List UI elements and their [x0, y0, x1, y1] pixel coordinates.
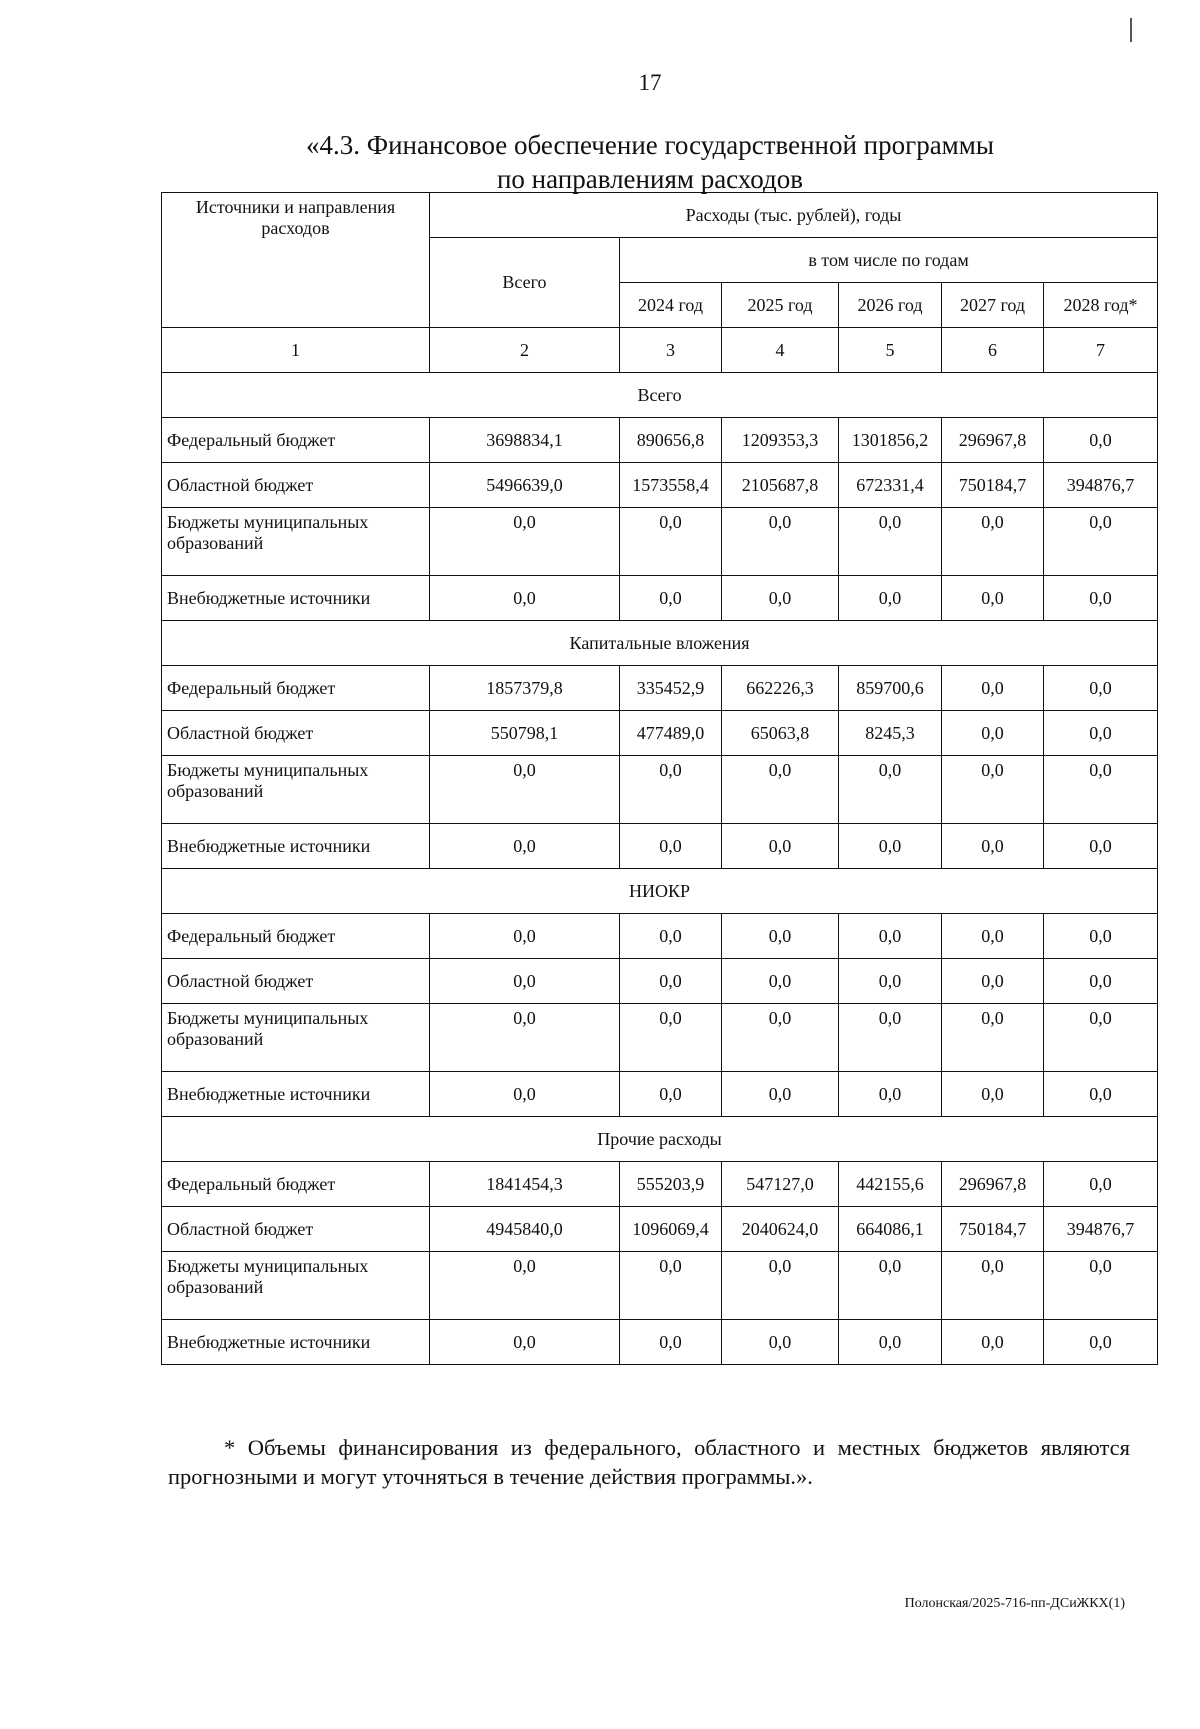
- value-cell: 672331,4: [839, 463, 942, 508]
- value-cell: 0,0: [722, 1004, 839, 1072]
- value-cell: 335452,9: [620, 666, 722, 711]
- page-title: [150, 128, 1150, 196]
- value-cell: 296967,8: [942, 418, 1044, 463]
- value-cell: 0,0: [430, 824, 620, 869]
- table-row: [162, 959, 1158, 1004]
- value-cell: 0,0: [942, 756, 1044, 824]
- value-cell: 664086,1: [839, 1207, 942, 1252]
- value-cell: 1209353,3: [722, 418, 839, 463]
- value-cell: 0,0: [722, 508, 839, 576]
- header-year: 2025 год: [722, 283, 839, 328]
- table-row: [162, 1072, 1158, 1117]
- value-cell: 0,0: [942, 824, 1044, 869]
- value-cell: 0,0: [722, 959, 839, 1004]
- row-label: Внебюджетные источники: [162, 1072, 430, 1117]
- value-cell: 0,0: [620, 914, 722, 959]
- value-cell: 2105687,8: [722, 463, 839, 508]
- row-label: Федеральный бюджет: [162, 418, 430, 463]
- value-cell: 0,0: [1044, 1072, 1158, 1117]
- value-cell: 0,0: [722, 1252, 839, 1320]
- row-label: Внебюджетные источники: [162, 824, 430, 869]
- value-cell: 296967,8: [942, 1162, 1044, 1207]
- table-row: [162, 576, 1158, 621]
- value-cell: 1096069,4: [620, 1207, 722, 1252]
- value-cell: 0,0: [1044, 824, 1158, 869]
- value-cell: 0,0: [942, 508, 1044, 576]
- value-cell: 3698834,1: [430, 418, 620, 463]
- value-cell: 0,0: [942, 666, 1044, 711]
- value-cell: 662226,3: [722, 666, 839, 711]
- value-cell: 0,0: [839, 959, 942, 1004]
- value-cell: 0,0: [722, 756, 839, 824]
- footnote: * Объемы финансирования из федерального, областного и местных бюджетов являются прогнозными и могут уточняться в течение действия программы.».: [168, 1435, 1130, 1489]
- section-title: Прочие расходы: [162, 1117, 1158, 1162]
- value-cell: 0,0: [722, 576, 839, 621]
- value-cell: 547127,0: [722, 1162, 839, 1207]
- column-number: 1: [162, 328, 430, 373]
- value-cell: 750184,7: [942, 463, 1044, 508]
- value-cell: 0,0: [942, 914, 1044, 959]
- table-row: [162, 1207, 1158, 1252]
- value-cell: 0,0: [839, 756, 942, 824]
- value-cell: 750184,7: [942, 1207, 1044, 1252]
- table-row: [162, 711, 1158, 756]
- value-cell: 0,0: [1044, 1004, 1158, 1072]
- table-row: [162, 508, 1158, 576]
- value-cell: 0,0: [839, 576, 942, 621]
- value-cell: 442155,6: [839, 1162, 942, 1207]
- column-number: 6: [942, 328, 1044, 373]
- column-number: 4: [722, 328, 839, 373]
- row-label: Бюджеты муниципальных образований: [162, 756, 430, 824]
- value-cell: 0,0: [1044, 576, 1158, 621]
- table-row: [162, 756, 1158, 824]
- header-year: 2028 год*: [1044, 283, 1158, 328]
- row-label: Федеральный бюджет: [162, 666, 430, 711]
- header-sources: Источники и направления расходов: [162, 193, 430, 328]
- section-header-row: [162, 373, 1158, 418]
- value-cell: 0,0: [1044, 418, 1158, 463]
- row-label: Областной бюджет: [162, 463, 430, 508]
- column-number: 5: [839, 328, 942, 373]
- scan-edge-mark: [1130, 18, 1132, 42]
- section-title: Капитальные вложения: [162, 621, 1158, 666]
- value-cell: 0,0: [1044, 508, 1158, 576]
- value-cell: 1841454,3: [430, 1162, 620, 1207]
- value-cell: 0,0: [430, 959, 620, 1004]
- title-line-1: «4.3. Финансовое обеспечение государственной программы: [306, 130, 994, 160]
- row-label: Внебюджетные источники: [162, 576, 430, 621]
- value-cell: 0,0: [839, 914, 942, 959]
- value-cell: 0,0: [942, 1004, 1044, 1072]
- value-cell: 4945840,0: [430, 1207, 620, 1252]
- value-cell: 0,0: [620, 824, 722, 869]
- value-cell: 0,0: [1044, 959, 1158, 1004]
- value-cell: 0,0: [430, 914, 620, 959]
- value-cell: 0,0: [839, 1072, 942, 1117]
- value-cell: 0,0: [430, 1320, 620, 1365]
- table-row: [162, 666, 1158, 711]
- value-cell: 890656,8: [620, 418, 722, 463]
- row-label: Федеральный бюджет: [162, 1162, 430, 1207]
- value-cell: 0,0: [722, 824, 839, 869]
- section-title: НИОКР: [162, 869, 1158, 914]
- section-title: Всего: [162, 373, 1158, 418]
- value-cell: 0,0: [1044, 1252, 1158, 1320]
- value-cell: 0,0: [430, 1072, 620, 1117]
- value-cell: 0,0: [942, 576, 1044, 621]
- value-cell: 1573558,4: [620, 463, 722, 508]
- header-by-years: в том числе по годам: [620, 238, 1158, 283]
- value-cell: 0,0: [722, 914, 839, 959]
- value-cell: 859700,6: [839, 666, 942, 711]
- table-row: [162, 418, 1158, 463]
- value-cell: 0,0: [942, 959, 1044, 1004]
- value-cell: 0,0: [620, 576, 722, 621]
- value-cell: 0,0: [1044, 666, 1158, 711]
- value-cell: 0,0: [430, 1252, 620, 1320]
- row-label: Областной бюджет: [162, 711, 430, 756]
- value-cell: 2040624,0: [722, 1207, 839, 1252]
- value-cell: 0,0: [839, 1320, 942, 1365]
- value-cell: 550798,1: [430, 711, 620, 756]
- table-row: [162, 1004, 1158, 1072]
- value-cell: 394876,7: [1044, 1207, 1158, 1252]
- value-cell: 5496639,0: [430, 463, 620, 508]
- row-label: Областной бюджет: [162, 959, 430, 1004]
- column-number: 3: [620, 328, 722, 373]
- value-cell: 0,0: [620, 1004, 722, 1072]
- value-cell: 555203,9: [620, 1162, 722, 1207]
- value-cell: 0,0: [620, 959, 722, 1004]
- value-cell: 0,0: [430, 576, 620, 621]
- value-cell: 0,0: [942, 1072, 1044, 1117]
- value-cell: 0,0: [1044, 914, 1158, 959]
- table-row: [162, 1320, 1158, 1365]
- value-cell: 394876,7: [1044, 463, 1158, 508]
- value-cell: 0,0: [839, 1004, 942, 1072]
- table-row: [162, 1162, 1158, 1207]
- document-signature-code: Полонская/2025-716-пп-ДСиЖКХ(1): [904, 1596, 1125, 1611]
- row-label: Внебюджетные источники: [162, 1320, 430, 1365]
- value-cell: 477489,0: [620, 711, 722, 756]
- value-cell: 0,0: [942, 1252, 1044, 1320]
- header-year: 2024 год: [620, 283, 722, 328]
- value-cell: 0,0: [430, 1004, 620, 1072]
- value-cell: 0,0: [430, 508, 620, 576]
- table-row: [162, 463, 1158, 508]
- value-cell: 0,0: [839, 1252, 942, 1320]
- header-expenses: Расходы (тыс. рублей), годы: [430, 193, 1158, 238]
- row-label: Бюджеты муниципальных образований: [162, 1004, 430, 1072]
- column-number: 2: [430, 328, 620, 373]
- table-row: [162, 824, 1158, 869]
- value-cell: 1857379,8: [430, 666, 620, 711]
- column-number: 7: [1044, 328, 1158, 373]
- value-cell: 0,0: [722, 1072, 839, 1117]
- value-cell: 0,0: [620, 1252, 722, 1320]
- financing-table: [161, 192, 1158, 1365]
- value-cell: 1301856,2: [839, 418, 942, 463]
- value-cell: 0,0: [430, 756, 620, 824]
- value-cell: 8245,3: [839, 711, 942, 756]
- value-cell: 0,0: [1044, 756, 1158, 824]
- value-cell: 0,0: [1044, 711, 1158, 756]
- value-cell: 0,0: [722, 1320, 839, 1365]
- section-header-row: [162, 621, 1158, 666]
- header-year: 2026 год: [839, 283, 942, 328]
- value-cell: 0,0: [839, 824, 942, 869]
- table-row: [162, 1252, 1158, 1320]
- header-total: Всего: [430, 238, 620, 328]
- value-cell: 0,0: [1044, 1162, 1158, 1207]
- row-label: Федеральный бюджет: [162, 914, 430, 959]
- row-label: Бюджеты муниципальных образований: [162, 1252, 430, 1320]
- row-label: Областной бюджет: [162, 1207, 430, 1252]
- section-header-row: [162, 869, 1158, 914]
- value-cell: 0,0: [620, 508, 722, 576]
- value-cell: 0,0: [839, 508, 942, 576]
- table-row: [162, 914, 1158, 959]
- header-year: 2027 год: [942, 283, 1044, 328]
- value-cell: 0,0: [942, 1320, 1044, 1365]
- row-label: Бюджеты муниципальных образований: [162, 508, 430, 576]
- title-line-2: по направлениям расходов: [496, 164, 803, 194]
- value-cell: 0,0: [620, 1072, 722, 1117]
- value-cell: 0,0: [942, 711, 1044, 756]
- value-cell: 65063,8: [722, 711, 839, 756]
- section-header-row: [162, 1117, 1158, 1162]
- value-cell: 0,0: [620, 756, 722, 824]
- value-cell: 0,0: [1044, 1320, 1158, 1365]
- value-cell: 0,0: [620, 1320, 722, 1365]
- page-number: 17: [638, 70, 662, 95]
